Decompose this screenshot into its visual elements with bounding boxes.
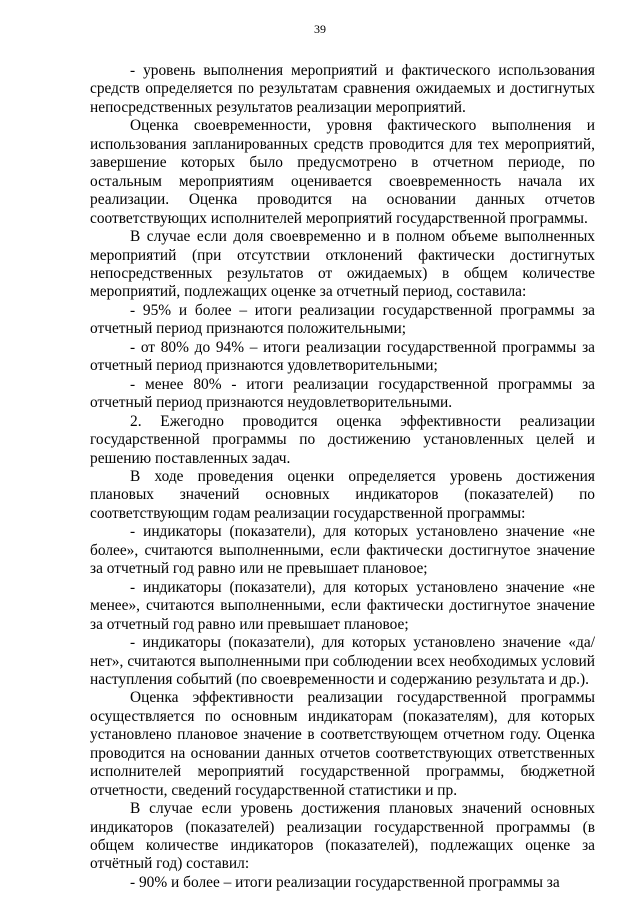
paragraph: В случае если уровень достижения плановых значений основных индикаторов (показателей) реализации государственной программы (в общем количестве индикаторов (показателей), подлежащих оценке за отчётный год) составил:: [90, 800, 595, 873]
paragraph: Оценка эффективности реализации государственной программы осуществляется по основным индикаторам (показателям), для которых установлено плановое значение в соответствующем отчетном году. Оценка проводится на основании данных отчетов соответствующих ответственных исполнителей мероприятий государственной программы, бюджетной отчетности, сведений государственной статистики и пр.: [90, 689, 595, 799]
paragraph: - менее 80% - итоги реализации государственной программы за отчетный период признаются неудовлетворительными.: [90, 375, 595, 412]
paragraph: В ходе проведения оценки определяется уровень достижения плановых значений основных индикаторов (показателей) по соответствующим годам реализации государственной программы:: [90, 467, 595, 522]
paragraph: - индикаторы (показатели), для которых установлено значение «да/нет», считаются выполненными при соблюдении всех необходимых условий наступления событий (по своевременности и содержанию результата и др.).: [90, 634, 595, 688]
page-number: 39: [314, 22, 326, 36]
paragraph: В случае если доля своевременно и в полном объеме выполненных мероприятий (при отсутствии отклонений фактически достигнутых непосредственных результатов от ожидаемых) в общем количестве мероприятий, подлежащих оценке за отчетный период, составила:: [90, 228, 595, 301]
body-text: [90, 62, 595, 892]
paragraph: Оценка своевременности, уровня фактического выполнения и использования запланированных средств проводится для тех мероприятий, завершение которых было предусмотрено в отчетном периоде, по остальным мероприятиям оценивается своевременность начала их реализации. Оценка проводится на основании данных отчетов соответствующих исполнителей мероприятий государственной программы.: [90, 117, 595, 227]
paragraph: - индикаторы (показатели), для которых установлено значение «не менее», считаются выполненными, если фактически достигнутое значение за отчетный год равно или превышает плановое;: [90, 578, 595, 633]
paragraph: - от 80% до 94% – итоги реализации государственной программы за отчетный период признаются удовлетворительными;: [90, 338, 595, 375]
paragraph: - 90% и более – итоги реализации государственной программы за: [130, 873, 560, 891]
paragraph: - 95% и более – итоги реализации государственной программы за отчетный период признаются положительными;: [90, 301, 595, 338]
paragraph: - уровень выполнения мероприятий и фактического использования средств определяется по результатам сравнения ожидаемых и достигнутых непосредственных результатов реализации мероприятий.: [90, 62, 595, 116]
paragraph: - индикаторы (показатели), для которых установлено значение «не более», считаются выполненными, если фактически достигнутое значение за отчетный год равно или не превышает плановое;: [90, 523, 595, 578]
paragraph: 2. Ежегодно проводится оценка эффективности реализации государственной программы по достижению установленных целей и решению поставленных задач.: [90, 412, 595, 467]
